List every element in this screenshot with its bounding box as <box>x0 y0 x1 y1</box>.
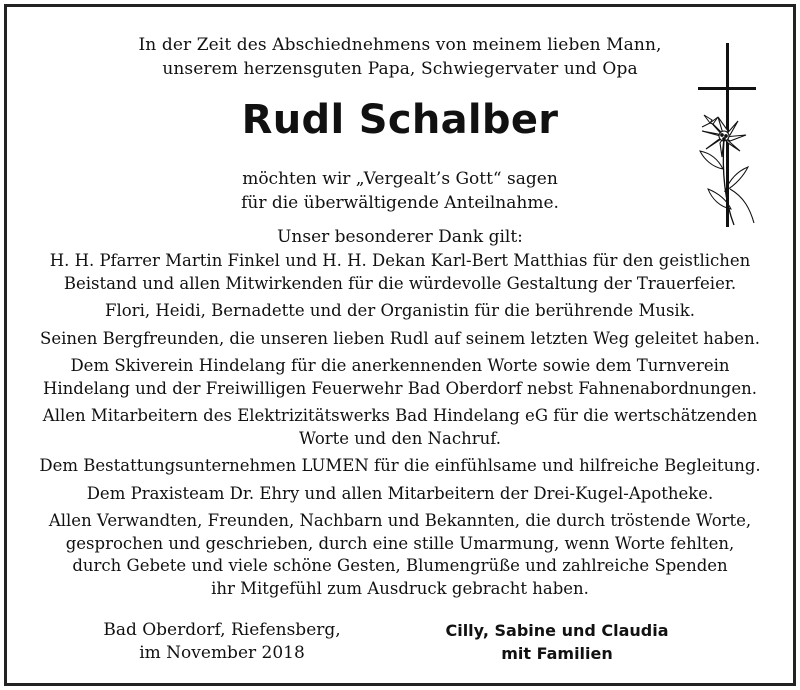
thanks-line: für die überwältigende Anteilnahme. <box>241 193 559 213</box>
thanks-paragraph-line: Allen Mitarbeitern des Elektrizitätswerks Bad Hindelang eG für die wertschätzenden <box>42 406 758 425</box>
place-line: Bad Oberdorf, Riefensberg, <box>103 620 341 640</box>
place-and-date <box>102 619 342 665</box>
thanks-paragraph-line: Beistand und allen Mitwirkenden für die würdevolle Gestaltung der Trauerfeier. <box>63 273 737 293</box>
family-names: Cilly, Sabine und Claudia <box>445 621 669 640</box>
deceased-name: Rudl Schalber <box>241 97 559 143</box>
thanks-paragraph <box>7 300 793 323</box>
thanks-list <box>7 250 793 605</box>
notice-frame <box>4 4 796 686</box>
intro-line: In der Zeit des Abschiednehmens von meinem lieben Mann, <box>138 35 662 55</box>
thanks-paragraph <box>7 510 793 600</box>
thanks-paragraph <box>7 483 793 506</box>
intro-text <box>7 33 793 81</box>
thanks-paragraph <box>7 405 793 450</box>
intro-line: unserem herzensguten Papa, Schwiegervater und Opa <box>162 59 638 79</box>
thanks-text <box>7 167 793 215</box>
thanks-paragraph-line: ihr Mitgefühl zum Ausdruck gebracht haben. <box>211 578 589 598</box>
thanks-paragraph <box>7 355 793 400</box>
thanks-paragraph-line: Worte und den Nachruf. <box>299 428 501 448</box>
thanks-paragraph <box>7 328 793 351</box>
thanks-line: möchten wir „Vergealt’s Gott“ sagen <box>242 169 558 189</box>
thanks-paragraph-line: Seinen Bergfreunden, die unseren lieben Rudl auf seinem letzten Weg geleitet haben. <box>40 328 760 348</box>
cross-with-edelweiss-icon <box>684 39 774 229</box>
family-suffix: mit Familien <box>501 644 613 663</box>
thanks-paragraph-line: durch Gebete und viele schöne Gesten, Blumengrüße und zahlreiche Spenden <box>72 556 728 575</box>
thanks-paragraph-line: Allen Verwandten, Freunden, Nachbarn und Bekannten, die durch tröstende Worte, <box>48 511 752 530</box>
date-line: im November 2018 <box>139 643 305 663</box>
thanks-paragraph-line: Flori, Heidi, Bernadette und der Organistin für die berührende Musik. <box>105 301 695 320</box>
thanks-paragraph-line: Dem Skiverein Hindelang für die anerkennenden Worte sowie dem Turnverein <box>70 356 730 375</box>
special-thanks-heading: Unser besonderer Dank gilt: <box>277 227 523 247</box>
thanks-paragraph-line: H. H. Pfarrer Martin Finkel und H. H. Dekan Karl-Bert Matthias für den geistlichen <box>49 251 751 270</box>
thanks-paragraph-line: Dem Praxisteam Dr. Ehry und allen Mitarbeitern der Drei-Kugel-Apotheke. <box>86 483 714 503</box>
family-signature <box>427 619 687 665</box>
thanks-paragraph <box>7 250 793 295</box>
thanks-paragraph-line: gesprochen und geschrieben, durch eine stille Umarmung, wenn Worte fehlten, <box>65 533 735 553</box>
thanks-paragraph-line: Dem Bestattungsunternehmen LUMEN für die einfühlsame und hilfreiche Begleitung. <box>39 456 761 475</box>
thanks-paragraph-line: Hindelang und der Freiwilligen Feuerwehr Bad Oberdorf nebst Fahnenabordnungen. <box>43 378 757 398</box>
thanks-paragraph <box>7 455 793 478</box>
